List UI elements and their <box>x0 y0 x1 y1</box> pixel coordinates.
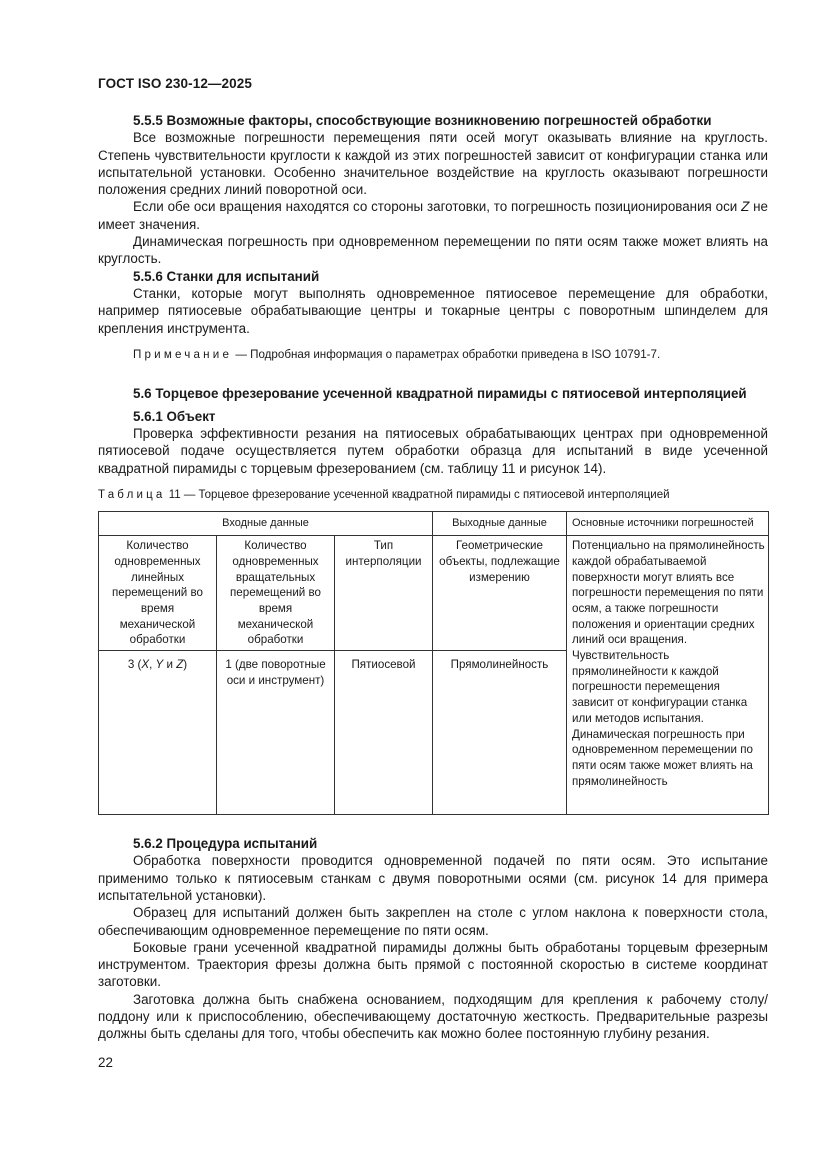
cell-geometry: Прямолинейность <box>433 651 567 815</box>
paragraph: Все возможные погрешности перемещения пяти осей могут оказывать влияние на круглость. Степень чувствительности круглости к каждой из этих погрешностей зависит от конфигурации станка или испытательной установки. Особенно значительное воздействие на круглость оказывают погрешности положения средних линий поворотной оси. <box>98 130 768 198</box>
section-5-6-title: 5.6 Торцевое фрезерование усеченной квадратной пирамиды с пятиосевой интерполяцией <box>133 386 747 402</box>
paragraph: Образец для испытаний должен быть закреплен на столе с углом наклона к поверхности стола, обеспечивающим одновременное перемещение по пяти осям. <box>98 905 768 938</box>
document-id-header: ГОСТ ISO 230-12—2025 <box>98 76 252 91</box>
column-header: Количество одновременных вращательных перемещений во время механической обработки <box>217 536 335 651</box>
note <box>98 346 768 363</box>
table-group-header-row <box>99 512 769 536</box>
section-5-5-5-title: 5.5.5 Возможные факторы, способствующие возникновению погрешностей обработки <box>133 113 712 128</box>
page-content <box>98 112 768 1043</box>
paragraph: Если обе оси вращения находятся со стороны заготовки, то погрешность позиционирования оси Z не имеет значения. <box>98 199 768 232</box>
paragraph: Динамическая погрешность при одновременном перемещении по пяти осям также может влиять на круглость. <box>98 234 768 267</box>
column-header: Количество одновременных линейных перемещений во время механической обработки <box>99 536 217 651</box>
column-header: Тип интерполяции <box>335 536 433 651</box>
cell-rotational: 1 (две поворотные оси и инструмент) <box>217 651 335 815</box>
table-caption-text: 11 — Торцевое фрезерование усеченной квадратной пирамиды с пятиосевой интерполяцией <box>165 488 670 501</box>
group-header-input: Входные данные <box>99 512 433 536</box>
section-5-6-1-title: 5.6.1 Объект <box>133 408 216 424</box>
note-label: Примечание <box>133 347 233 361</box>
note-text: — Подробная информация о параметрах обработки приведена в ISO 10791-7. <box>232 347 661 361</box>
paragraph: Проверка эффективности резания на пятиосевых обрабатывающих центрах при одновременной пятиосевой подаче осуществляется путем обработки образца для испытаний в виде усеченной квадратной пирамиды с торцевым фрезерованием (см. таблицу 11 и рисунок 14). <box>98 425 768 476</box>
cell-linear: 3 (X, Y и Z) <box>99 651 217 815</box>
section-5-6-2-title: 5.6.2 Процедура испытаний <box>133 836 318 852</box>
error-sources-cell: Потенциально на прямолинейность каждой обрабатываемой поверхности могут влиять все погрешности перемещения по пяти осям, а также погрешности положения и ориентации средних линий оси вращения. Чувствительность прямолинейности к каждой погрешности перемещения зависит от конфигурации станка или методов испытания. Динамическая погрешность при одновременном перемещении по пяти осям также может влиять на прямолинейность <box>567 536 769 815</box>
paragraph: Обработка поверхности проводится одновременной подачей по пяти осям. Это испытание применимо только к пятиосевым станкам с двумя поворотными осями (см. рисунок 14 для примера испытательной установки). <box>98 853 768 903</box>
table-caption-label: Таблица <box>98 488 166 501</box>
page-number: 22 <box>98 1055 113 1070</box>
paragraph: Заготовка должна быть снабжена основанием, подходящим для крепления к рабочему столу/поддону или к приспособлению, обеспечивающему достаточную жесткость. Предварительные разрезы должны быть сделаны для того, чтобы обеспечить как можно более постоянную глубину резания. <box>98 991 768 1042</box>
table-11 <box>98 511 769 815</box>
axis-z: Z <box>741 199 750 215</box>
table-column-header-row <box>99 536 769 651</box>
section-5-5-6-title: 5.5.6 Станки для испытаний <box>133 268 320 284</box>
cell-interpolation: Пятиосевой <box>335 651 433 815</box>
column-header: Геометрические объекты, подлежащие измерению <box>433 536 567 651</box>
paragraph: Станки, которые могут выполнять одновременное пятиосевое перемещение для обработки, например пятиосевые обрабатывающие центры и токарные центры с поворотным шпинделем для крепления инструмента. <box>98 285 768 336</box>
paragraph: Боковые грани усеченной квадратной пирамиды должны быть обработаны торцевым фрезерным инструментом. Траектория фрезы должна быть прямой с постоянной скоростью в системе координат заготовки. <box>98 939 768 990</box>
group-header-output: Выходные данные <box>433 512 567 536</box>
table-caption <box>98 487 768 504</box>
group-header-error-sources: Основные источники погрешностей <box>567 512 769 536</box>
